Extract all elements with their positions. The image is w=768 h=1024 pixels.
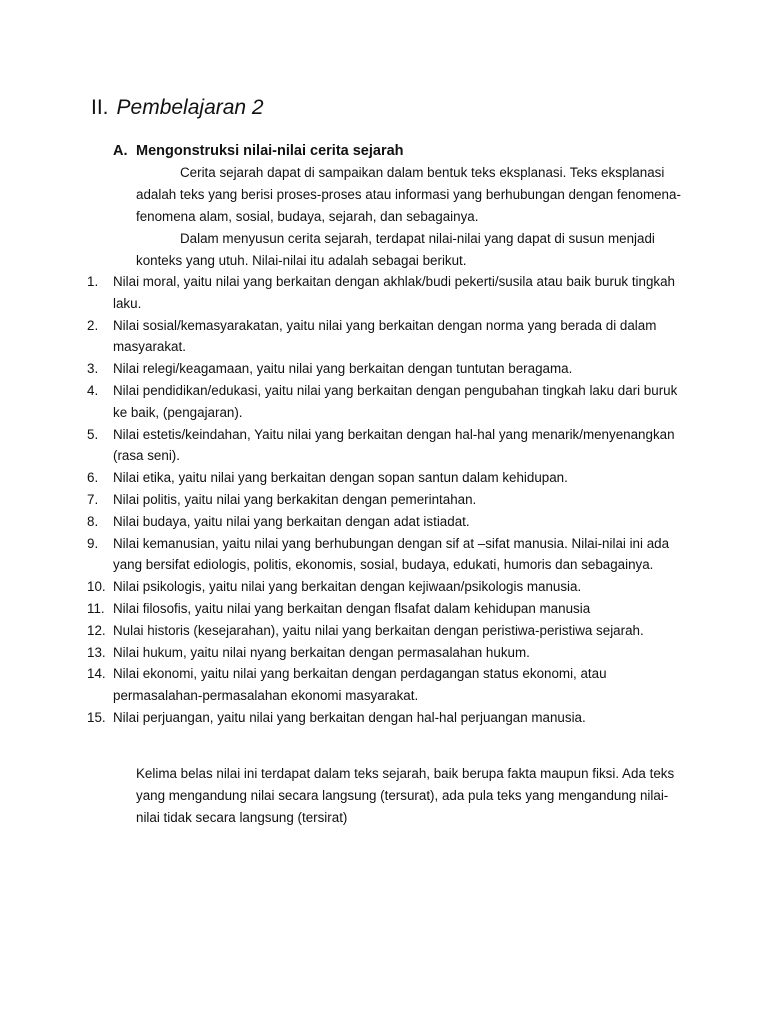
section-title: Pembelajaran 2 <box>116 96 264 119</box>
list-item-text: Nilai kemanusian, yaitu nilai yang berhubungan dengan sif at –sifat manusia. Nilai-nilai ini ada yang bersifat ediologis, politis, ekonomis, sosial, budaya, edukati, humoris dan sebagainya. <box>113 535 670 573</box>
list-item-number: 2. <box>87 317 99 333</box>
list-item-number: 4. <box>87 382 99 398</box>
closing-paragraph: Kelima belas nilai ini terdapat dalam teks sejarah, baik berupa fakta maupun fiksi. Ada teks yang mengandung nilai secara langsung (tersurat), ada pula teks yang mengandung nilai-nilai tidak secara langsung (tersirat) <box>136 766 675 825</box>
section-number: II. <box>91 96 109 119</box>
list-item <box>87 315 687 359</box>
list-item-text: Nilai psikologis, yaitu nilai yang berkaitan dengan kejiwaan/psikologis manusia. <box>113 579 582 595</box>
list-item-number: 3. <box>87 361 99 377</box>
values-list <box>87 271 687 729</box>
list-item-text: Nilai ekonomi, yaitu nilai yang berkaitan dengan perdagangan status ekonomi, atau permasalahan-permasalahan ekonomi masyarakat. <box>113 666 607 704</box>
list-item <box>87 467 687 489</box>
list-item <box>87 489 687 511</box>
list-item-number: 1. <box>87 274 99 289</box>
list-item-number: 6. <box>87 470 99 486</box>
list-item <box>87 511 687 533</box>
list-item <box>87 533 687 577</box>
list-item-text: Nilai perjuangan, yaitu nilai yang berkaitan dengan hal-hal perjuangan manusia. <box>113 709 586 725</box>
list-item <box>87 424 687 468</box>
paragraph-values-intro: Dalam menyusun cerita sejarah, terdapat nilai-nilai yang dapat di susun menjadi konteks yang utuh. Nilai-nilai itu adalah sebagai berikut. <box>136 231 655 268</box>
list-item-number: 14. <box>87 666 106 682</box>
list-item-text: Nilai hukum, yaitu nilai nyang berkaitan dengan permasalahan hukum. <box>113 644 530 660</box>
list-item-text: Nulai historis (kesejarahan), yaitu nilai yang berkaitan dengan peristiwa-peristiwa sejarah. <box>113 622 644 638</box>
list-item <box>87 598 687 620</box>
list-item-text: Nilai budaya, yaitu nilai yang berkaitan dengan adat istiadat. <box>113 513 470 529</box>
list-item <box>87 620 687 642</box>
list-item-number: 12. <box>87 622 106 638</box>
list-item-text: Nilai filosofis, yaitu nilai yang berkaitan dengan flsafat dalam kehidupan manusia <box>113 600 591 616</box>
list-item-text: Nilai estetis/keindahan, Yaitu nilai yang berkaitan dengan hal-hal yang menarik/menyenangkan (rasa seni). <box>113 426 675 464</box>
subsection-title: Mengonstruksi nilai-nilai cerita sejarah <box>136 143 404 159</box>
list-item-number: 5. <box>87 426 99 442</box>
list-item-number: 7. <box>87 491 99 507</box>
list-item <box>87 663 687 707</box>
list-item-text: Nilai moral, yaitu nilai yang berkaitan dengan akhlak/budi pekerti/susila atau baik buruk tingkah laku. <box>113 274 675 311</box>
list-item-text: Nilai sosial/kemasyarakatan, yaitu nilai yang berkaitan dengan norma yang berada di dalam masyarakat. <box>113 317 657 355</box>
list-item-number: 9. <box>87 535 99 551</box>
list-item-text: Nilai politis, yaitu nilai yang berkakitan dengan pemerintahan. <box>113 491 477 507</box>
subsection-letter: A. <box>113 143 128 159</box>
list-item-text: Nilai pendidikan/edukasi, yaitu nilai yang berkaitan dengan pengubahan tingkah laku dari buruk ke baik, (pengajaran). <box>113 382 678 420</box>
list-item-text: Nilai relegi/keagamaan, yaitu nilai yang berkaitan dengan tuntutan beragama. <box>113 361 573 377</box>
paragraph-intro: Cerita sejarah dapat di sampaikan dalam bentuk teks eksplanasi. Teks eksplanasi adalah teks yang berisi proses-proses atau informasi yang berhubungan dengan fenomena-fenomena alam, sosial, budaya, sejarah, dan sebagainya. <box>136 165 681 224</box>
section-heading <box>91 94 264 122</box>
list-item-number: 13. <box>87 644 106 660</box>
list-item <box>87 358 687 380</box>
list-item <box>87 576 687 598</box>
list-item-number: 11. <box>87 600 105 616</box>
list-item-number: 15. <box>87 709 106 725</box>
list-item <box>87 271 687 315</box>
list-item-number: 8. <box>87 513 99 529</box>
list-item-number: 10. <box>87 579 106 595</box>
list-item <box>87 380 687 424</box>
list-item <box>87 642 687 664</box>
list-item-text: Nilai etika, yaitu nilai yang berkaitan dengan sopan santun dalam kehidupan. <box>113 470 568 486</box>
subsection-heading <box>113 140 404 162</box>
list-item <box>87 707 687 729</box>
